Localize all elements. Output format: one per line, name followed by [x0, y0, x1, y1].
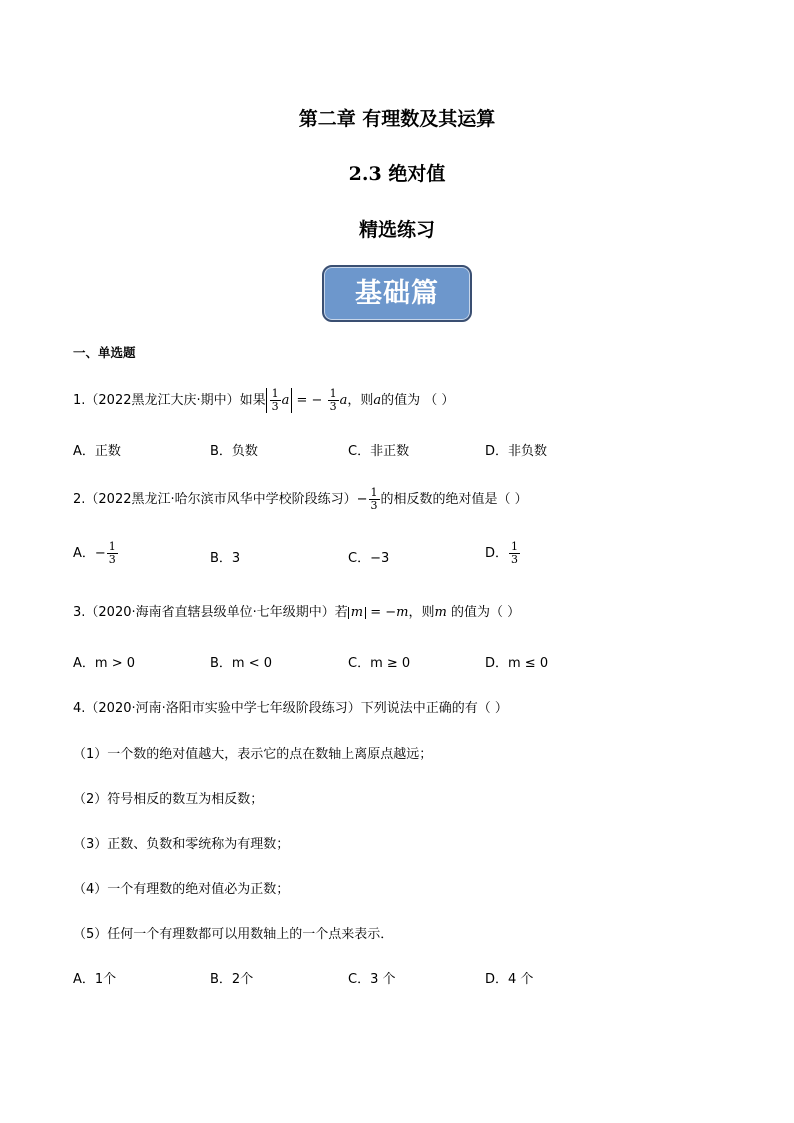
subtitle: 精选练习: [358, 219, 435, 241]
q3-option-d: D．m ≤ 0: [485, 656, 549, 671]
q1-frac-den: 3: [271, 400, 279, 413]
q1-var3: a: [373, 393, 382, 408]
q2-fraction: [369, 487, 380, 512]
q1-suffix: 的值为 （ ）: [381, 393, 455, 408]
q2-frac-den: 3: [370, 499, 378, 512]
q3-suffix: 的值为（ ）: [446, 605, 521, 620]
q1-fraction: [270, 388, 281, 413]
question-1: [73, 388, 454, 413]
q1-option-c: C．非正数: [348, 444, 410, 459]
q3-prefix: 3.（2020·海南省直辖县级单位·七年级期中）若: [73, 605, 348, 620]
q3-mid: ，则: [408, 605, 435, 620]
q1-mid: ，则: [347, 393, 374, 408]
q4-option-c: C．3 个: [348, 972, 396, 987]
q2-frac-num: 1: [370, 486, 378, 499]
q1-frac2-den: 3: [329, 400, 337, 413]
q4-item-4: （4）一个有理数的绝对值必为正数；: [73, 882, 290, 897]
q4-option-a: A．1个: [73, 972, 117, 987]
q3-option-a: A．m > 0: [73, 656, 135, 671]
q2-option-d-fraction: [509, 541, 520, 566]
q3-var: m: [434, 605, 447, 620]
part-heading: 一、单选题: [73, 345, 136, 360]
q2-option-a-den: 3: [108, 553, 116, 566]
q2-option-d: [485, 541, 521, 566]
q2-option-a-label: A．−: [73, 546, 106, 561]
q3-abs: m: [348, 607, 366, 619]
q4-item-3: （3）正数、负数和零统称为有理数；: [73, 837, 290, 852]
q2-option-a-fraction: [107, 541, 118, 566]
q1-option-d: D．非负数: [485, 444, 548, 459]
q1-option-a: A．正数: [73, 444, 121, 459]
q4-item-5: （5）任何一个有理数都可以用数轴上的一个点来表示．: [73, 927, 394, 942]
question-2: [73, 487, 528, 512]
q1-frac2-num: 1: [329, 387, 337, 400]
q2-option-d-num: 1: [511, 540, 519, 553]
q4-option-d: D．4 个: [485, 972, 534, 987]
chapter-title: 第二章 有理数及其运算: [298, 108, 496, 130]
q1-fraction-2: [328, 388, 339, 413]
q2-suffix: 的相反数的绝对值是（ ）: [380, 492, 528, 507]
q2-prefix: 2.（2022黑龙江·哈尔滨市风华中学校阶段练习）−: [73, 492, 368, 507]
section-title: 2.3 绝对值: [348, 163, 446, 185]
q1-frac-num: 1: [271, 387, 279, 400]
q3-option-b: B．m < 0: [210, 656, 273, 671]
q4-option-b: B．2个: [210, 972, 254, 987]
q2-option-a: [73, 541, 119, 566]
q1-prefix: 1.（2022黑龙江大庆·期中）如果: [73, 393, 266, 408]
question-3: [73, 601, 520, 620]
level-badge: 基础篇: [322, 265, 472, 322]
q2-option-a-num: 1: [108, 540, 116, 553]
q4-item-2: （2）符号相反的数互为相反数；: [73, 792, 264, 807]
q2-option-b: B．3: [210, 551, 241, 566]
q4-item-1: （1）一个数的绝对值越大，表示它的点在数轴上离原点越远；: [73, 747, 433, 762]
q1-option-b: B．负数: [210, 444, 258, 459]
q3-eq: = −m: [370, 605, 409, 620]
question-4: 4.（2020·河南·洛阳市实验中学七年级阶段练习）下列说法中正确的有（ ）: [73, 701, 508, 716]
q2-option-c: C．−3: [348, 551, 390, 566]
q1-abs: [266, 388, 293, 413]
q2-option-d-label: D．: [485, 546, 509, 561]
q2-option-d-den: 3: [511, 553, 519, 566]
q3-option-c: C．m ≥ 0: [348, 656, 411, 671]
q1-var2: a: [339, 393, 348, 408]
q1-eq: = −: [296, 393, 323, 408]
q1-var: a: [281, 393, 290, 408]
